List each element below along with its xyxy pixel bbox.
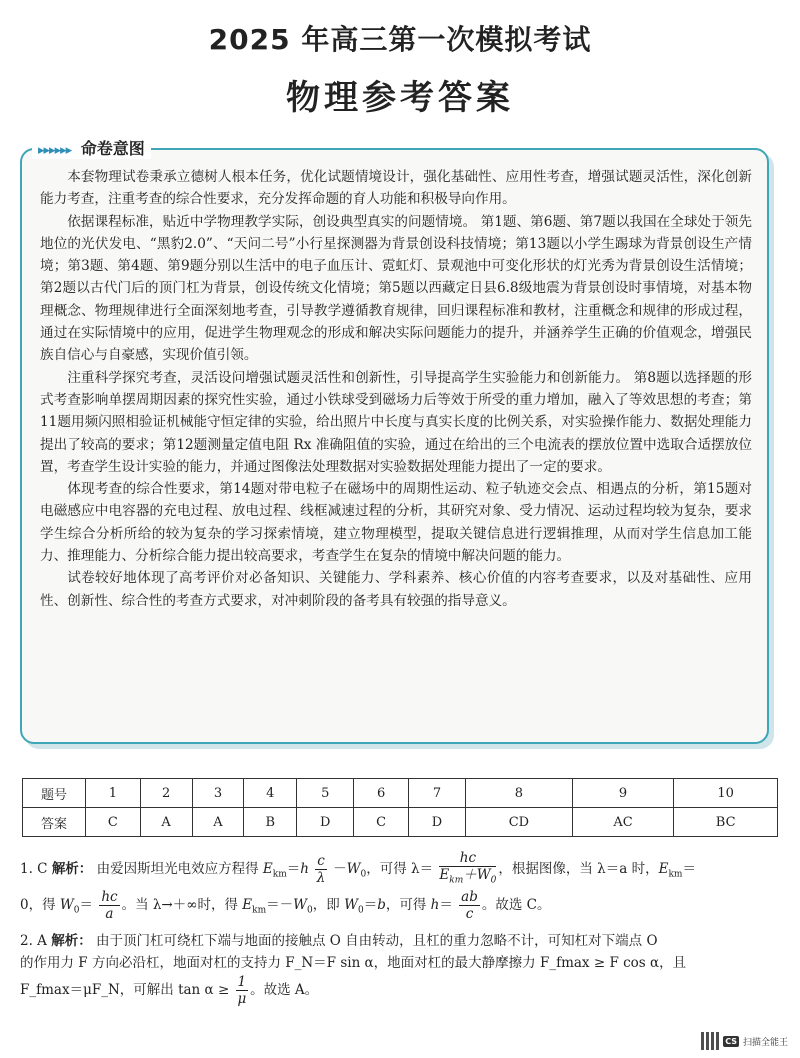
intent-paragraph: 体现考查的综合性要求，第14题对带电粒子在磁场中的周期性运动、粒子轨迹交会点、相遇点的分析，第15题对电磁感应中电容器的充电过程、放电过程、线框减速过程的分析，其研究对象、受力情况、运动过程均较为复杂，要求学生综合分析所给的较为复杂的学习探索情境，建立物理模型，提取关键信息进行逻辑推理，从而对学生信息加工能力、推理能力、分析综合能力提出较高要求，考查学生在复杂的情境中解决问题的能力。: [40, 481, 752, 565]
analysis-keyword: 解析：: [51, 933, 92, 949]
answer-cell: BC: [674, 808, 778, 837]
solution-text: 由爱因斯坦光电效应方程得: [96, 860, 263, 877]
answer-table: [22, 778, 778, 837]
scanner-watermark: [701, 1032, 788, 1050]
solution-text: 0，得: [20, 896, 60, 913]
answer-title: 物理参考答案: [286, 78, 514, 118]
question-number: 1: [86, 779, 141, 808]
solution-text: 。故选 A。: [250, 982, 319, 998]
solution-text: 的作用力 F 方向必沿杠，地面对杠的支持力 F_N＝F sin α，地面对杠的最大静摩擦力 F_fmax ≥ F cos α，且: [20, 955, 687, 971]
answer-cell: B: [244, 808, 297, 837]
solution-text: F_fmax＝μF_N，可解出 tan α ≥: [20, 982, 234, 998]
fraction: $\frac{1}{\mu}$: [237, 974, 247, 1007]
answer-cell: C: [86, 808, 141, 837]
solution-1: 1. C 解析： 由爱因斯坦光电效应方程得 $E_{km}=h$ $\frac{c}{\lambda}$ $-W_0$，可得 λ＝ $\frac{hc}{E_{km}+W_0}$ ，根据图像，当 λ＝a 时，$E_{km}=$ 0，得 $W_0=$ $\frac{hc}{a}$ 。当 λ→＋∞时，得 $E_{km}=-W_0$，即 $W_0=b$，可得 h＝ $\frac{ab}{c}$ 。故选 C。: [20, 850, 696, 922]
question-number: 7: [408, 779, 465, 808]
solution-text: ，根据图像，当 λ＝a 时，: [498, 860, 659, 877]
question-number: 4: [244, 779, 297, 808]
row-label: 答案: [23, 808, 86, 837]
solution-2: [20, 930, 780, 1007]
intent-paragraph: 本套物理试卷秉承立德树人根本任务，优化试题情境设计，强化基础性、应用性考查，增强试题灵活性，深化创新能力考查，注重考查的综合性要求，充分发挥命题的育人功能和积极导向作用。: [40, 169, 752, 208]
answer-cell: CD: [466, 808, 573, 837]
answer-cell: C: [354, 808, 409, 837]
exam-title: 2025 年高三第一次模拟考试: [208, 23, 592, 56]
intent-heading-label: 命卷意图: [80, 139, 145, 158]
intent-paragraph: 注重科学探究考查，灵活设问增强试题灵活性和创新性，引导提高学生实验能力和创新能力。 第8题以选择题的形式考查影响单摆周期因素的探究性实验，通过小铁球受到磁场力后等效于所受的重力增加，融入了等效思想的考查；第11题用频闪照相验证机械能守恒定律的实验，给出照片中长度与真实长度的比例关系，对实验操作能力、数据处理能力提出了较高的要求；第12题测量定值电阻 Rx 准确阻值的实验，通过在给出的三个电流表的摆放位置中选取合适摆放位置，考查学生设计实验的能力，并通过图像法处理数据对实验数据处理能力提出了一定的要求。: [40, 369, 752, 475]
question-number: 2: [140, 779, 192, 808]
fraction: $\frac{ab}{c}$: [461, 888, 478, 922]
row-label: 题号: [23, 779, 86, 808]
solution-text: 。故选 C。: [481, 896, 551, 913]
camscanner-badge: CS: [725, 1036, 737, 1046]
solution-number: 2. A: [20, 933, 47, 949]
scanner-brand: 扫描全能王: [742, 1037, 788, 1048]
intent-paragraph: 依据课程标准，贴近中学物理教学实际，创设典型真实的问题情境。 第1题、第6题、第7题以我国在全球处于领先地位的光伏发电、“黑豹2.0”、“天问二号”小行星探测器为背景创设科技情境；第13题以小学生踢球为背景创设生产情境；第3题、第4题、第9题分别以生活中的电子血压计、霓虹灯、景观池中可变化形状的灯光秀为背景创设生活情境；第2题以古代门后的顶门杠为背景，创设传统文化情境；第5题以西藏定日县6.8级地震为背景创设时事情境，对基本物理概念、物理规律进行全面深刻地考查，引导教学遵循教育规律，回归课程标准和教材，注重概念和规律的形成过程，通过在实际情境中的应用，促进学生物理观念的形成和解决实际问题能力的提升，并涵养学生正确的价值观念，增强民族自信心与自豪感，实现价值引领。: [40, 213, 752, 364]
arrows-icon: ▸▸▸▸▸▸: [38, 143, 72, 158]
solution-text: 由于顶门杠可绕杠下端与地面的接触点 O 自由转动，且杠的重力忽略不计，可知杠对下端点 O: [96, 933, 658, 949]
qr-code-icon: [701, 1032, 719, 1050]
fraction: $\frac{c}{\lambda}$: [316, 852, 326, 886]
question-number: 8: [466, 779, 573, 808]
answer-cell: D: [297, 808, 354, 837]
intent-heading: [32, 136, 151, 159]
solution-text: 。当 λ→＋∞时，得: [121, 896, 243, 913]
solution-text: ，可得: [385, 896, 431, 913]
fraction: $\frac{hc}{E_{km}+W_0}$: [439, 850, 497, 886]
question-number: 3: [192, 779, 244, 808]
question-number: 6: [354, 779, 409, 808]
solution-text: ，即: [312, 896, 345, 913]
answer-cell: AC: [572, 808, 674, 837]
solution-text: ，可得: [366, 860, 412, 877]
question-number: 9: [572, 779, 674, 808]
answer-cell: A: [192, 808, 244, 837]
intent-body: [40, 166, 752, 612]
solution-number: 1. C: [20, 860, 48, 877]
intent-paragraph: 试卷较好地体现了高考评价对必备知识、关键能力、学科素养、核心价值的内容考查要求，以及对基础性、应用性、创新性、综合性的考查方式要求，对冲刺阶段的备考具有较强的指导意义。: [40, 570, 752, 609]
question-number-row: [23, 779, 778, 808]
analysis-keyword: 解析：: [51, 860, 93, 877]
question-number: 10: [674, 779, 778, 808]
answer-cell: D: [408, 808, 465, 837]
question-number: 5: [297, 779, 354, 808]
fraction: $\frac{hc}{a}$: [101, 888, 118, 922]
answer-row: [23, 808, 778, 837]
answer-cell: A: [140, 808, 192, 837]
